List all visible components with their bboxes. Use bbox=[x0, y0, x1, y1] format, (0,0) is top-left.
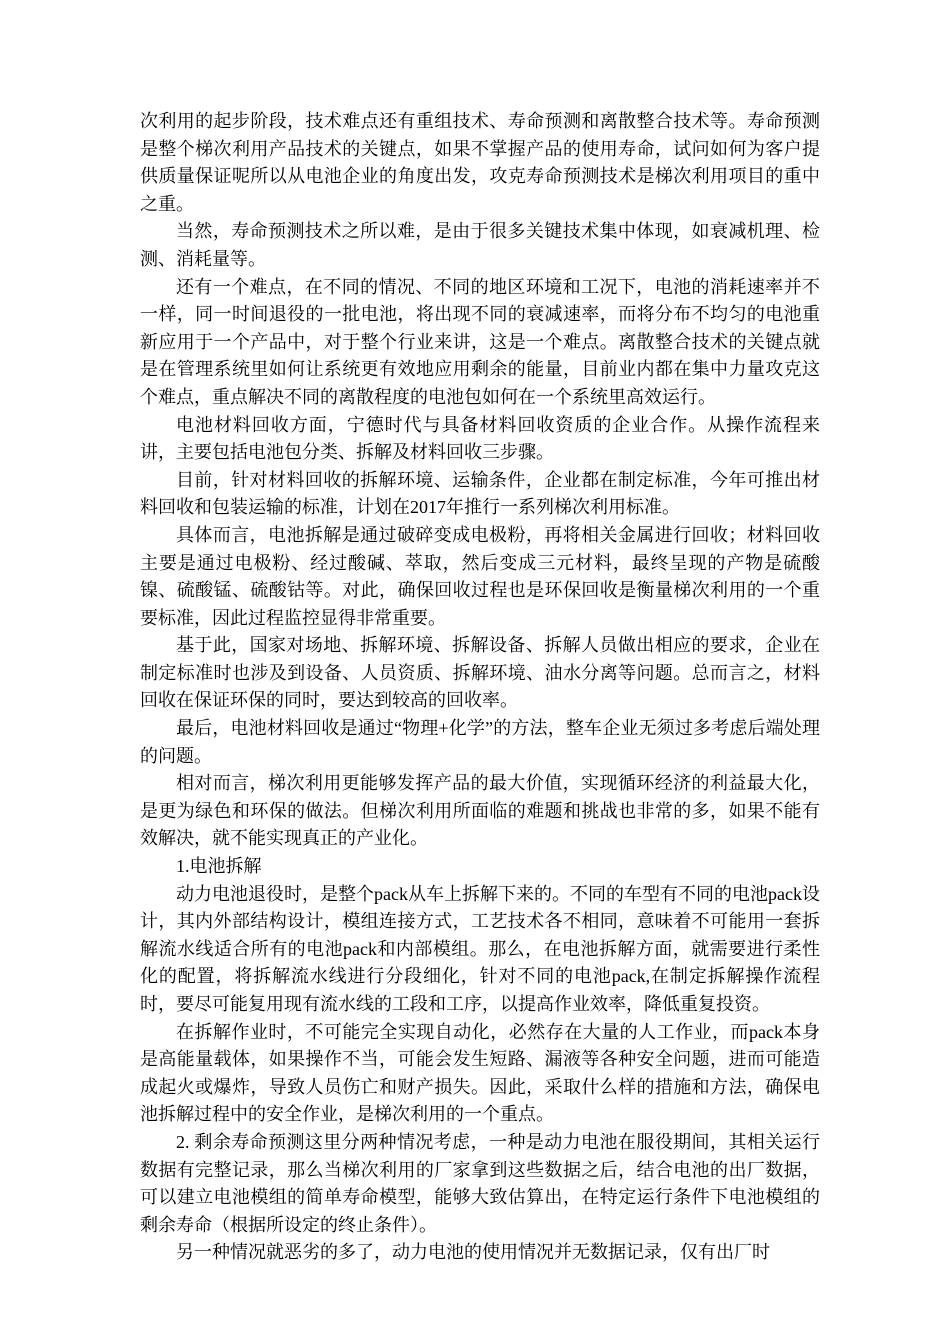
document-body bbox=[140, 108, 820, 1267]
paragraph: 动力电池退役时，是整个pack从车上拆解下来的。不同的车型有不同的电池pack设计，其内外部结构设计，模组连接方式，工艺技术各不相同，意味着不可能用一套拆解流水线适合所有的电池pack和内部模组。那么，在电池拆解方面，就需要进行柔性化的配置，将拆解流水线进行分段细化，针对不同的电池pack,在制定拆解操作流程时，要尽可能复用现有流水线的工段和工序，以提高作业效率，降低重复投资。 bbox=[140, 883, 820, 1014]
paragraph: 还有一个难点，在不同的情况、不同的地区环境和工况下，电池的消耗速率并不一样，同一时间退役的一批电池，将出现不同的衰减速率，而将分布不均匀的电池重新应用于一个产品中，对于整个行业来讲，这是一个难点。离散整合技术的关键点就是在管理系统里如何让系统更有效地应用剩余的能量，目前业内都在集中力量攻克这个难点，重点解决不同的离散程度的电池包如何在一个系统里高效运行。 bbox=[140, 276, 820, 407]
paragraph: 基于此，国家对场地、拆解环境、拆解设备、拆解人员做出相应的要求，企业在制定标准时也涉及到设备、人员资质、拆解环境、油水分离等问题。总而言之，材料回收在保证环保的同时，要达到较高的回收率。 bbox=[140, 635, 820, 711]
paragraph-continuation: 次利用的起步阶段，技术难点还有重组技术、寿命预测和离散整合技术等。寿命预测是整个梯次利用产品技术的关键点，如果不掌握产品的使用寿命，试问如何为客户提供质量保证呢所以从电池企业的角度出发，攻克寿命预测技术是梯次利用项目的重中之重。 bbox=[140, 111, 820, 214]
paragraph: 相对而言，梯次利用更能够发挥产品的最大价值，实现循环经济的利益最大化，是更为绿色和环保的做法。但梯次利用所面临的难题和挑战也非常的多，如果不能有效解决，就不能实现真正的产业化。 bbox=[140, 773, 820, 849]
section-heading: 1.电池拆解 bbox=[176, 856, 262, 877]
paragraph: 2. 剩余寿命预测这里分两种情况考虑，一种是动力电池在服役期间，其相关运行数据有完整记录，那么当梯次利用的厂家拿到这些数据之后，结合电池的出厂数据，可以建立电池模组的简单寿命模型，能够大致估算出，在特定运行条件下电池模组的剩余寿命（根据所设定的终止条件）。 bbox=[140, 1131, 820, 1235]
paragraph: 电池材料回收方面，宁德时代与具备材料回收资质的企业合作。从操作流程来讲，主要包括电池包分类、拆解及材料回收三步骤。 bbox=[140, 414, 820, 463]
paragraph: 当然，寿命预测技术之所以难，是由于很多关键技术集中体现，如衰减机理、检测、消耗量等。 bbox=[140, 221, 820, 269]
paragraph: 另一种情况就恶劣的多了，动力电池的使用情况并无数据记录，仅有出厂时 bbox=[176, 1242, 770, 1263]
paragraph: 在拆解作业时，不可能完全实现自动化，必然存在大量的人工作业，而pack本身是高能量载体，如果操作不当，可能会发生短路、漏液等各种安全问题，进而可能造成起火或爆炸，导致人员伤亡和财产损失。因此，采取什么样的措施和方法，确保电池拆解过程中的安全作业，是梯次利用的一个重点。 bbox=[140, 1021, 820, 1125]
paragraph: 目前，针对材料回收的拆解环境、运输条件，企业都在制定标准，今年可推出材料回收和包装运输的标准，计划在2017年推行一系列梯次利用标准。 bbox=[140, 469, 820, 518]
paragraph: 最后，电池材料回收是通过“物理+化学”的方法，整车企业无须过多考虑后端处理的问题。 bbox=[140, 718, 820, 766]
paragraph: 具体而言，电池拆解是通过破碎变成电极粉，再将相关金属进行回收；材料回收主要是通过电极粉、经过酸碱、萃取，然后变成三元材料，最终呈现的产物是硫酸镍、硫酸锰、硫酸钴等。对此，确保回收过程也是环保回收是衡量梯次利用的一个重要标准，因此过程监控显得非常重要。 bbox=[140, 524, 820, 628]
